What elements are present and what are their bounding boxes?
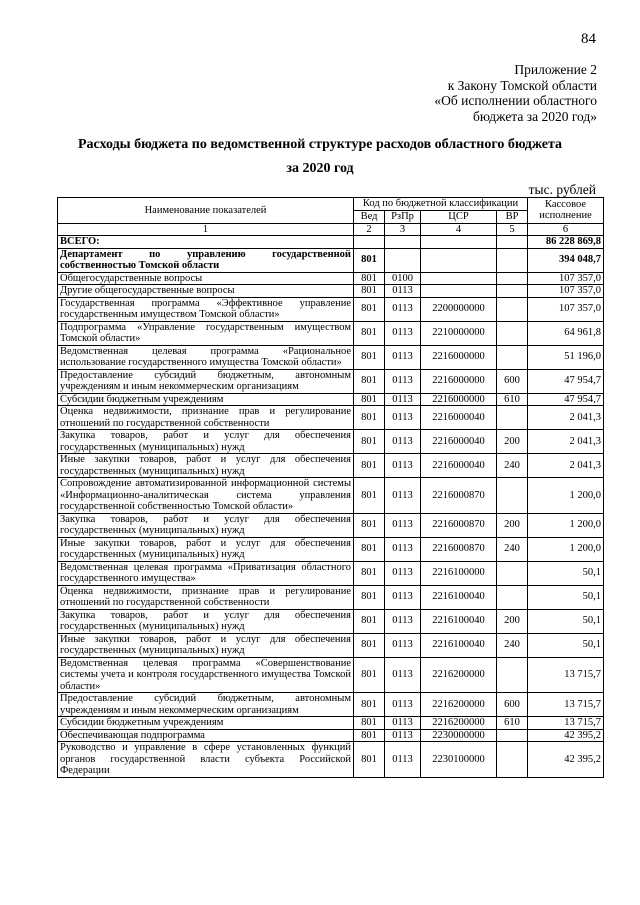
row-vr: 240 <box>497 454 528 478</box>
row-amount: 1 200,0 <box>528 478 604 514</box>
row-ved: 801 <box>354 285 385 298</box>
row-rzpr: 0113 <box>385 717 421 730</box>
row-rzpr: 0113 <box>385 406 421 430</box>
row-name: Общегосударственные вопросы <box>58 272 354 285</box>
row-rzpr <box>385 248 421 272</box>
row-name: Сопровождение автоматизированной информационной системы «Информационно-аналитическая система управления государственной собственностью Томской области» <box>58 478 354 514</box>
row-csr: 2216200000 <box>421 717 497 730</box>
total-label: ВСЕГО: <box>58 236 354 249</box>
row-vr: 200 <box>497 609 528 633</box>
row-amount: 42 395,2 <box>528 729 604 742</box>
header-code-group: Код по бюджетной классификации <box>354 198 528 211</box>
index-cell: 4 <box>421 223 497 236</box>
row-rzpr: 0113 <box>385 285 421 298</box>
row-ved: 801 <box>354 430 385 454</box>
row-vr: 200 <box>497 513 528 537</box>
row-ved: 801 <box>354 272 385 285</box>
table-row <box>58 717 604 730</box>
row-name: Закупка товаров, работ и услуг для обеспечения государственных (муниципальных) нужд <box>58 430 354 454</box>
units-label: тыс. рублей <box>528 182 596 197</box>
row-vr: 610 <box>497 717 528 730</box>
row-vr <box>497 406 528 430</box>
row-rzpr: 0113 <box>385 693 421 717</box>
row-csr: 2216000000 <box>421 369 497 393</box>
row-csr: 2216000040 <box>421 454 497 478</box>
row-amount: 1 200,0 <box>528 513 604 537</box>
table-row <box>58 454 604 478</box>
row-csr: 2216000040 <box>421 406 497 430</box>
row-name: Руководство и управление в сфере установленных функций органов государственной власти субъекта Российской Федерации <box>58 742 354 778</box>
row-ved: 801 <box>354 345 385 369</box>
row-rzpr: 0113 <box>385 297 421 321</box>
budget-table <box>57 197 604 778</box>
table-row <box>58 633 604 657</box>
row-vr: 600 <box>497 693 528 717</box>
row-ved: 801 <box>354 585 385 609</box>
row-csr: 2200000000 <box>421 297 497 321</box>
row-ved: 801 <box>354 742 385 778</box>
row-csr: 2230100000 <box>421 742 497 778</box>
row-csr: 2216200000 <box>421 657 497 693</box>
appendix-line: бюджета за 2020 год» <box>473 108 597 124</box>
table-row <box>58 585 604 609</box>
table-row <box>58 513 604 537</box>
row-vr <box>497 297 528 321</box>
row-rzpr: 0113 <box>385 345 421 369</box>
row-csr <box>421 248 497 272</box>
table-row <box>58 248 604 272</box>
row-vr <box>497 345 528 369</box>
row-ved: 801 <box>354 633 385 657</box>
row-rzpr: 0113 <box>385 537 421 561</box>
row-amount: 13 715,7 <box>528 717 604 730</box>
index-cell: 1 <box>58 223 354 236</box>
row-rzpr: 0113 <box>385 321 421 345</box>
row-vr <box>497 742 528 778</box>
row-amount: 50,1 <box>528 561 604 585</box>
row-amount: 13 715,7 <box>528 657 604 693</box>
row-name: Иные закупки товаров, работ и услуг для обеспечения государственных (муниципальных) нужд <box>58 537 354 561</box>
row-name: Закупка товаров, работ и услуг для обеспечения государственных (муниципальных) нужд <box>58 609 354 633</box>
row-rzpr: 0113 <box>385 393 421 406</box>
row-vr: 200 <box>497 430 528 454</box>
row-name: Подпрограмма «Управление государственным имуществом Томской области» <box>58 321 354 345</box>
row-name: Обеспечивающая подпрограмма <box>58 729 354 742</box>
row-amount: 1 200,0 <box>528 537 604 561</box>
row-name: Государственная программа «Эффективное управление государственным имуществом Томской области» <box>58 297 354 321</box>
row-rzpr: 0113 <box>385 561 421 585</box>
row-ved: 801 <box>354 393 385 406</box>
header-rzpr: РзПр <box>385 211 421 224</box>
row-ved: 801 <box>354 406 385 430</box>
table-row <box>58 321 604 345</box>
row-rzpr: 0113 <box>385 585 421 609</box>
row-name: Субсидии бюджетным учреждениям <box>58 393 354 406</box>
row-vr <box>497 248 528 272</box>
table-row <box>58 742 604 778</box>
table-row <box>58 369 604 393</box>
row-name: Оценка недвижимости, признание прав и регулирование отношений по государственной собственности <box>58 585 354 609</box>
header-name: Наименование показателей <box>58 198 354 224</box>
table-row <box>58 393 604 406</box>
row-vr: 240 <box>497 633 528 657</box>
row-ved: 801 <box>354 729 385 742</box>
row-name: Оценка недвижимости, признание прав и регулирование отношений по государственной собственности <box>58 406 354 430</box>
table-row <box>58 657 604 693</box>
row-csr: 2216100040 <box>421 585 497 609</box>
table-row <box>58 345 604 369</box>
table-row <box>58 272 604 285</box>
table-row <box>58 430 604 454</box>
document-title-year: за 2020 год <box>286 161 354 176</box>
header-ved: Вед <box>354 211 385 224</box>
row-vr <box>497 585 528 609</box>
row-name: Предоставление субсидий бюджетным, автономным учреждениям и иным некоммерческим организациям <box>58 693 354 717</box>
row-csr: 2216100040 <box>421 609 497 633</box>
row-ved: 801 <box>354 369 385 393</box>
table-row <box>58 285 604 298</box>
row-amount: 13 715,7 <box>528 693 604 717</box>
row-csr: 2216000870 <box>421 513 497 537</box>
row-amount: 107 357,0 <box>528 285 604 298</box>
row-ved: 801 <box>354 693 385 717</box>
row-csr: 2216100040 <box>421 633 497 657</box>
row-name: Департамент по управлению государственной собственностью Томской области <box>58 248 354 272</box>
table-row <box>58 406 604 430</box>
appendix-line: к Закону Томской области <box>447 77 597 93</box>
appendix-line: «Об исполнении областного <box>434 93 597 108</box>
row-vr: 240 <box>497 537 528 561</box>
header-vr: ВР <box>497 211 528 224</box>
row-ved: 801 <box>354 717 385 730</box>
row-amount: 50,1 <box>528 633 604 657</box>
row-csr: 2230000000 <box>421 729 497 742</box>
row-vr <box>497 657 528 693</box>
row-rzpr: 0113 <box>385 657 421 693</box>
row-vr <box>497 285 528 298</box>
row-name: Субсидии бюджетным учреждениям <box>58 717 354 730</box>
row-amount: 51 196,0 <box>528 345 604 369</box>
row-name: Ведомственная целевая программа «Рациональное использование государственного имущества Томской области» <box>58 345 354 369</box>
row-rzpr: 0113 <box>385 430 421 454</box>
row-amount: 2 041,3 <box>528 454 604 478</box>
row-csr: 2216000870 <box>421 478 497 514</box>
index-cell: 2 <box>354 223 385 236</box>
row-vr: 600 <box>497 369 528 393</box>
row-vr <box>497 272 528 285</box>
header-amount: Кассовое исполнение <box>528 198 604 224</box>
row-rzpr: 0113 <box>385 478 421 514</box>
row-ved: 801 <box>354 297 385 321</box>
table-row <box>58 537 604 561</box>
row-amount: 50,1 <box>528 609 604 633</box>
row-ved: 801 <box>354 657 385 693</box>
row-rzpr: 0113 <box>385 729 421 742</box>
row-name: Ведомственная целевая программа «Приватизация областного государственного имущества» <box>58 561 354 585</box>
row-csr: 2216000000 <box>421 393 497 406</box>
table-row <box>58 561 604 585</box>
row-vr: 610 <box>497 393 528 406</box>
row-csr <box>421 285 497 298</box>
row-name: Предоставление субсидий бюджетным, автономным учреждениям и иным некоммерческим организациям <box>58 369 354 393</box>
row-vr <box>497 478 528 514</box>
row-name: Другие общегосударственные вопросы <box>58 285 354 298</box>
table-row <box>58 478 604 514</box>
row-name: Иные закупки товаров, работ и услуг для обеспечения государственных (муниципальных) нужд <box>58 454 354 478</box>
index-cell: 6 <box>528 223 604 236</box>
row-rzpr: 0113 <box>385 742 421 778</box>
row-ved: 801 <box>354 537 385 561</box>
row-ved: 801 <box>354 321 385 345</box>
row-amount: 47 954,7 <box>528 369 604 393</box>
row-ved: 801 <box>354 248 385 272</box>
row-rzpr: 0113 <box>385 454 421 478</box>
row-ved: 801 <box>354 478 385 514</box>
row-amount: 107 357,0 <box>528 272 604 285</box>
row-rzpr: 0113 <box>385 369 421 393</box>
table-row <box>58 609 604 633</box>
table-row <box>58 297 604 321</box>
row-ved: 801 <box>354 513 385 537</box>
index-cell: 3 <box>385 223 421 236</box>
row-csr: 2216200000 <box>421 693 497 717</box>
row-ved: 801 <box>354 609 385 633</box>
table-row <box>58 693 604 717</box>
row-name: Ведомственная целевая программа «Совершенствование системы учета и контроля государственного имущества Томской области» <box>58 657 354 693</box>
row-csr: 2210000000 <box>421 321 497 345</box>
row-amount: 42 395,2 <box>528 742 604 778</box>
row-ved: 801 <box>354 454 385 478</box>
row-name: Иные закупки товаров, работ и услуг для обеспечения государственных (муниципальных) нужд <box>58 633 354 657</box>
row-amount: 47 954,7 <box>528 393 604 406</box>
appendix-note <box>434 62 597 124</box>
row-amount: 50,1 <box>528 585 604 609</box>
appendix-line: Приложение 2 <box>514 62 597 77</box>
total-amount: 86 228 869,8 <box>528 236 604 249</box>
row-rzpr: 0100 <box>385 272 421 285</box>
row-rzpr: 0113 <box>385 513 421 537</box>
row-vr <box>497 321 528 345</box>
row-vr <box>497 729 528 742</box>
row-csr <box>421 272 497 285</box>
header-csr: ЦСР <box>421 211 497 224</box>
document-title: Расходы бюджета по ведомственной структуре расходов областного бюджета <box>77 137 563 152</box>
page-number: 84 <box>581 31 596 47</box>
row-csr: 2216100000 <box>421 561 497 585</box>
row-amount: 394 048,7 <box>528 248 604 272</box>
row-amount: 107 357,0 <box>528 297 604 321</box>
total-row <box>58 236 604 249</box>
row-name: Закупка товаров, работ и услуг для обеспечения государственных (муниципальных) нужд <box>58 513 354 537</box>
row-rzpr: 0113 <box>385 609 421 633</box>
row-rzpr: 0113 <box>385 633 421 657</box>
row-amount: 2 041,3 <box>528 430 604 454</box>
index-cell: 5 <box>497 223 528 236</box>
table-row <box>58 729 604 742</box>
row-vr <box>497 561 528 585</box>
row-csr: 2216000040 <box>421 430 497 454</box>
row-amount: 2 041,3 <box>528 406 604 430</box>
row-ved: 801 <box>354 561 385 585</box>
row-csr: 2216000000 <box>421 345 497 369</box>
row-csr: 2216000870 <box>421 537 497 561</box>
row-amount: 64 961,8 <box>528 321 604 345</box>
